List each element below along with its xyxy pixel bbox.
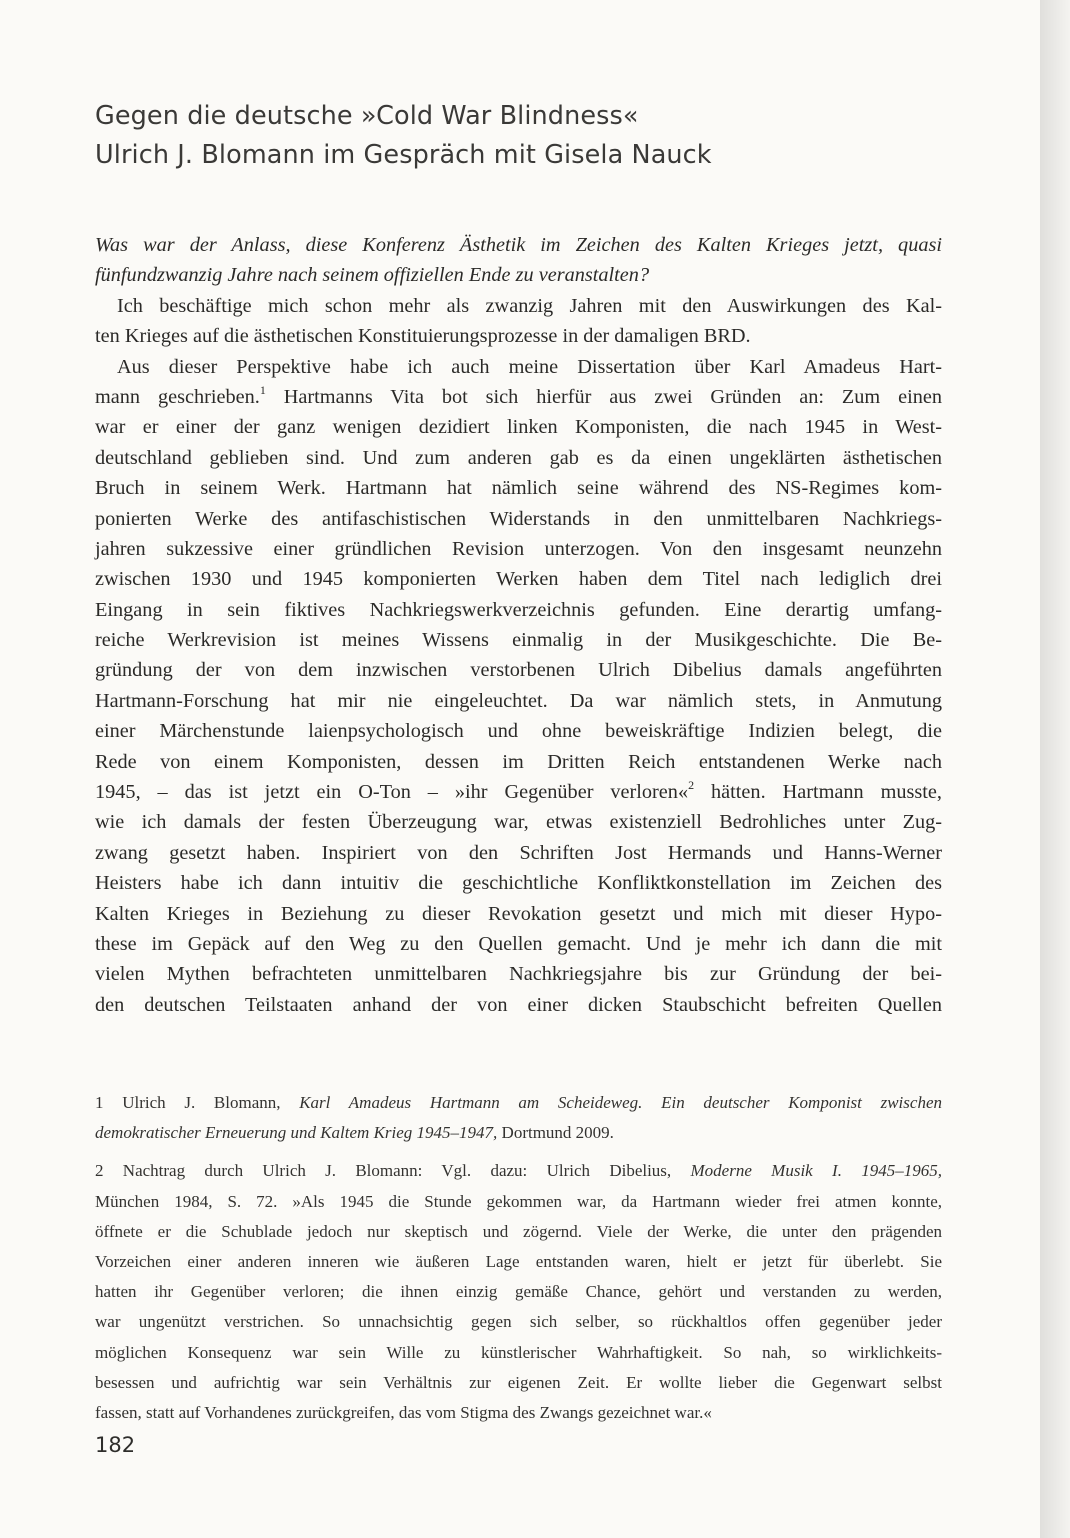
body-line: Hartmann-Forschung hat mir nie eingeleuchtet. Da war nämlich stets, in Anmutung xyxy=(95,689,942,712)
body-line: jahren sukzessive einer gründlichen Revision unterzogen. Von den insgesamt neunzehn xyxy=(95,537,942,560)
footnote-2-line: war ungenützt verstrichen. So unnachsichtig gegen sich selber, so rückhaltlos offen gegenüber jeder xyxy=(95,1312,942,1332)
body-line: gründung der von dem inzwischen verstorbenen Ulrich Dibelius damals angeführten xyxy=(95,659,942,682)
page-edge xyxy=(1040,0,1070,1538)
chapter-heading xyxy=(95,97,955,175)
footnote-1-cont: demokratischer Erneuerung und Kaltem Krieg 1945–1947, Dortmund 2009. xyxy=(95,1123,614,1143)
footnotes xyxy=(95,1088,942,1428)
body-line: zwischen 1930 und 1945 komponierten Werken haben dem Titel nach lediglich drei xyxy=(95,568,942,591)
interview-question: fünfundzwanzig Jahre nach seinem offiziellen Ende zu veranstalten? xyxy=(95,264,650,287)
footnote-2: 2 Nachtrag durch Ulrich J. Blomann: Vgl. dazu: Ulrich Dibelius, Moderne Musik I. 1945–1965, xyxy=(95,1161,943,1181)
body-line: Heisters habe ich dann intuitiv die geschichtliche Konfliktkonstellation im Zeichen des xyxy=(95,872,942,895)
footnote-2-line: besessen und aufrichtig war sein Verhältnis zur eigenen Zeit. Er wollte lieber die Gegenwart selbst xyxy=(95,1372,942,1392)
body-line: war er einer der ganz wenigen dezidiert linken Komponisten, die nach 1945 in West- xyxy=(95,416,942,439)
body-line: Bruch in seinem Werk. Hartmann hat nämlich seine während des NS-Regimes kom- xyxy=(95,477,942,500)
body-line: zwang gesetzt haben. Inspiriert von den Schriften Jost Hermands und Hanns-Werner xyxy=(95,841,942,864)
body-line: vielen Mythen befrachteten unmittelbaren Nachkriegsjahre bis zur Gründung der bei- xyxy=(95,963,942,986)
body-line: einer Märchenstunde laienpsychologisch und ohne beweiskräftige Indizien belegt, die xyxy=(95,720,942,743)
body-line: Kalten Krieges in Beziehung zu dieser Revokation gesetzt und mich mit dieser Hypo- xyxy=(95,902,942,925)
body-line: Eingang in sein fiktives Nachkriegswerkverzeichnis gefunden. Eine derartig umfang- xyxy=(95,598,942,621)
body-line: Rede von einem Komponisten, dessen im Dritten Reich entstandenen Werke nach xyxy=(95,750,942,773)
body-line: Aus dieser Perspektive habe ich auch meine Dissertation über Karl Amadeus Hart- xyxy=(117,355,942,378)
footnote-2-line: hatten ihr Gegenüber verloren; die ihnen einzig gemäße Chance, gehört und verstanden zu werden, xyxy=(95,1282,942,1302)
footnote-1: 1 Ulrich J. Blomann, Karl Amadeus Hartmann am Scheideweg. Ein deutscher Komponist zwischen xyxy=(95,1093,942,1112)
body-line: these im Gepäck auf den Weg zu den Quellen gemacht. Und je mehr ich dann die mit xyxy=(95,932,942,955)
body-line: mann geschrieben.$^1$ Hartmanns Vita bot sich hierfür aus zwei Gründen an: Zum einen xyxy=(95,382,942,408)
footnote-ref-1: 1 xyxy=(259,382,266,397)
footnote-2-line: möglichen Konsequenz war sein Wille zu künstlerischer Wahrhaftigkeit. So nah, so wirklichkeits- xyxy=(95,1342,942,1362)
interview-question: Was war der Anlass, diese Konferenz Ästhetik im Zeichen des Kalten Krieges jetzt, quasi xyxy=(95,234,942,256)
footnote-2-line: Vorzeichen einer anderen inneren wie äußeren Lage entstanden waren, hielt er jetzt für überlebt. Sie xyxy=(95,1251,942,1271)
body-line: ponierten Werke des antifaschistischen Widerstands in den unmittelbaren Nachkriegs- xyxy=(95,507,942,530)
chapter-subtitle: Ulrich J. Blomann im Gespräch mit Gisela Nauck xyxy=(95,140,712,170)
interview-body xyxy=(95,230,942,1020)
footnote-2-line: fassen, statt auf Vorhandenes zurückgreifen, das vom Stigma des Zwangs gezeichnet war.« xyxy=(95,1402,712,1422)
footnote-2-line: München 1984, S. 72. »Als 1945 die Stunde gekommen war, da Hartmann wieder frei atmen konnte, xyxy=(95,1191,942,1211)
body-line: deutschland geblieben sind. Und zum anderen gab es da einen ungeklärten ästhetischen xyxy=(95,446,942,469)
body-line: reiche Werkrevision ist meines Wissens einmalig in der Musikgeschichte. Die Be- xyxy=(95,629,942,652)
footnote-ref-2: 2 xyxy=(688,778,695,793)
body-line: ten Krieges auf die ästhetischen Konstituierungsprozesse in der damaligen BRD. xyxy=(95,325,751,348)
page-number: 182 xyxy=(95,1433,136,1457)
body-line: Ich beschäftige mich schon mehr als zwanzig Jahren mit den Auswirkungen des Kal- xyxy=(117,294,942,317)
body-line: den deutschen Teilstaaten anhand der von einer dicken Staubschicht befreiten Quellen xyxy=(95,993,942,1016)
body-line: 1945, – das ist jetzt ein O-Ton – »ihr Gegenüber verloren«$^2$ hätten. Hartmann musste, xyxy=(95,778,943,804)
footnote-2-line: öffnete er die Schublade jedoch nur skeptisch und zögernd. Viele der Werke, die unter den prägenden xyxy=(95,1221,942,1241)
chapter-title: Gegen die deutsche »Cold War Blindness« xyxy=(95,101,639,131)
body-line: wie ich damals der festen Überzeugung war, etwas existenziell Bedrohliches unter Zug- xyxy=(95,811,942,834)
